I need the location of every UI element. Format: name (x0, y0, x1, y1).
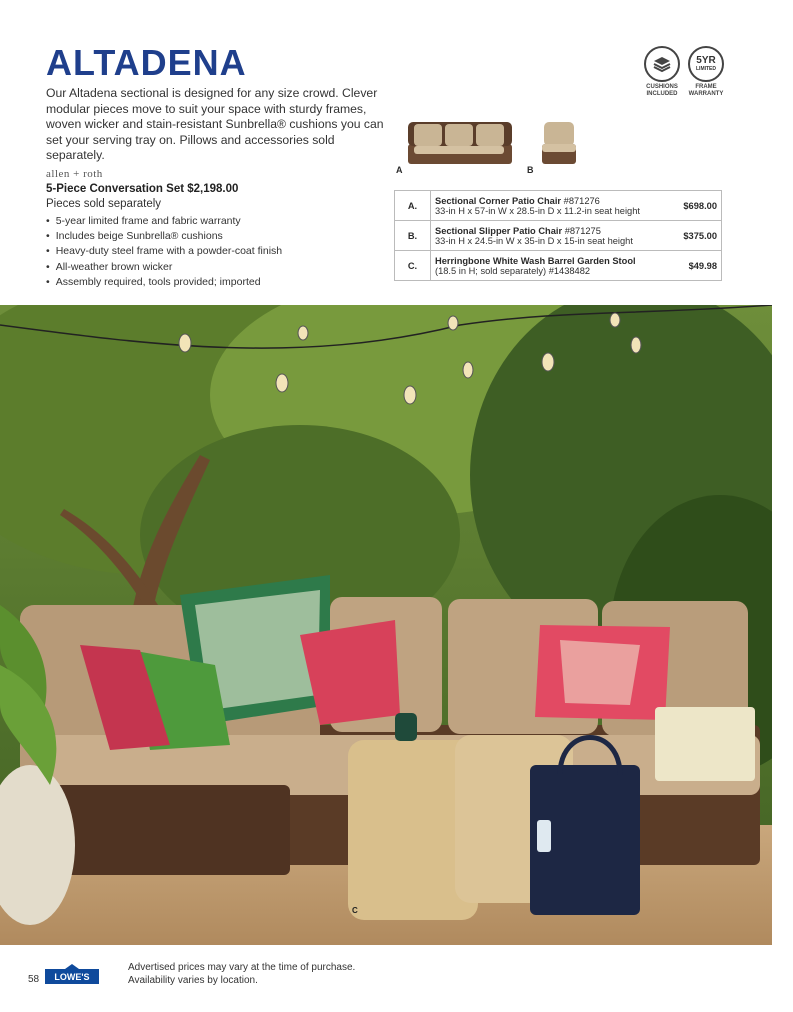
table-row (395, 221, 722, 251)
footer-disclaimer (128, 961, 355, 987)
feature-list (46, 214, 282, 290)
product-description: Our Altadena sectional is designed for any size crowd. Clever modular pieces move to suit your space with sturdy frames, woven wicker and stain-resistant Sunbrella® cushions you can set your serving tray on. Pillows and accessories sold separately. (46, 86, 384, 163)
brand-name: allen + roth (46, 168, 103, 180)
cushion-badge-label: CUSHIONS INCLUDED (646, 84, 678, 97)
row-description (431, 251, 664, 281)
product-name: Herringbone White Wash Barrel Garden Stool (435, 255, 636, 266)
feature-item: • All-weather brown wicker (46, 260, 282, 275)
feature-badges (640, 46, 730, 102)
product-price: $49.98 (664, 251, 722, 281)
product-table (394, 190, 722, 281)
table-row (395, 251, 722, 281)
warranty-years: 5YR (696, 55, 716, 66)
image-label-a: A (396, 165, 403, 175)
cushion-icon (644, 46, 680, 82)
page-number: 58 (28, 974, 40, 985)
disclaimer-line: Advertised prices may vary at the time of purchase. (128, 962, 356, 973)
feature-item: • 5-year limited frame and fabric warranty (46, 214, 282, 229)
corner-chair-image (404, 118, 516, 168)
row-description (431, 191, 664, 221)
lowes-logo-icon (45, 964, 99, 984)
item-number: #871276 (563, 195, 600, 206)
image-label-c: C (352, 906, 358, 915)
product-dimensions: 33-in H x 24.5-in W x 35-in D x 15-in seat height (435, 235, 633, 246)
sold-separately-note: Pieces sold separately (46, 198, 162, 210)
product-name: Sectional Slipper Patio Chair (435, 225, 563, 236)
product-dimensions: (18.5 in H; sold separately) (435, 265, 547, 276)
warranty-icon (688, 46, 724, 82)
item-number: #1438482 (548, 265, 591, 276)
product-price: $698.00 (664, 191, 722, 221)
product-name: Sectional Corner Patio Chair (435, 195, 562, 206)
lifestyle-photo (0, 305, 772, 945)
row-letter: C. (395, 251, 431, 281)
row-description (431, 221, 664, 251)
slipper-chair-image (538, 118, 580, 168)
warranty-badge-label: FRAME WARRANTY (688, 84, 724, 97)
feature-item: • Assembly required, tools provided; imported (46, 275, 282, 290)
feature-item: • Heavy-duty steel frame with a powder-coat finish (46, 244, 282, 259)
row-letter: A. (395, 191, 431, 221)
product-price: $375.00 (664, 221, 722, 251)
logo-text: LOWE'S (54, 972, 90, 982)
product-dimensions: 33-in H x 57-in W x 28.5-in D x 11.2-in seat height (435, 205, 640, 216)
disclaimer-line: Availability varies by location. (128, 975, 258, 986)
warranty-limited: LIMITED (696, 66, 716, 72)
page-title: ALTADENA (46, 42, 247, 83)
table-row (395, 191, 722, 221)
item-number: #871275 (564, 225, 601, 236)
image-label-b: B (527, 165, 534, 175)
feature-item: • Includes beige Sunbrella® cushions (46, 229, 282, 244)
set-price-title: 5-Piece Conversation Set $2,198.00 (46, 183, 239, 195)
row-letter: B. (395, 221, 431, 251)
